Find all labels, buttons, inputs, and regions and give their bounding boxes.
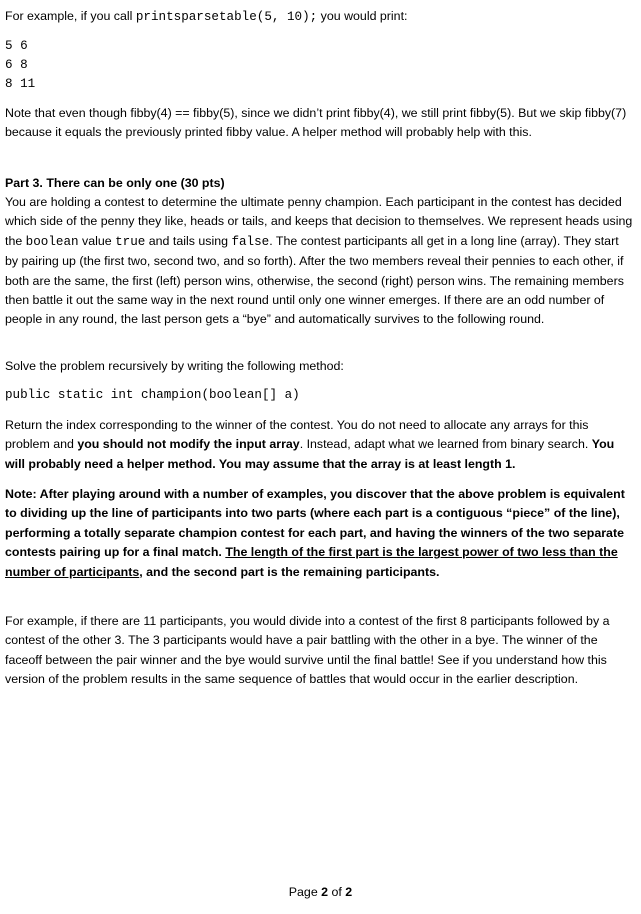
req-bold: You will probably need a helper method. You may assume that the array is at least length 1. [5,437,615,471]
intro-text-after: you would print: [317,9,408,23]
code-false: false [231,234,270,249]
note-bold-paragraph [5,485,633,582]
example-paragraph: For example, if there are 11 participants, you would divide into a contest of the first 8 participants followed by a contest of the other 3. The 3 participants would have a pair battling with the other in a bye. The winner of the faceoff between the pair winner and the bye would survive until the final battle! See if you understand how this version of the problem results in the same sequence of battles that would occur in the earlier description. [5,614,610,687]
note-bold-text: , and the second part is the remaining participants. [139,564,440,579]
code-boolean: boolean [25,234,79,249]
part3-heading-text: Part 3. There can be only one (30 pts) [5,176,225,190]
sample-output [5,37,633,94]
req-text: Return the index corresponding to the winner of the contest. You do not need to allocate any arrays for this problem and [5,418,589,452]
desc-text: . The contest participants all get in a long line (array). They start by pairing up (the first two, second two, and so forth). After the two members reveal their pennies to each other, if both are the same, the first (left) person wins, otherwise, the second (right) person wins. The remaining members then battle it out the same way in the next round until only one winner emerges. If there are an odd number of people in any round, the last person gets a “bye” and automatically survives to the following round. [5,233,624,327]
req-text: . Instead, adapt what we learned from binary search. [299,437,592,452]
note-paragraph: Note that even though fibby(4) == fibby(5), since we didn’t print fibby(4), we still print fibby(5). But we skip fibby(7) because it equals the previously printed fibby value. A helper method will probably help with this. [5,106,627,140]
desc-text: You are holding a contest to determine the ultimate penny champion. Each participant in the contest has decided which side of the penny they like, heads or tails, and keeps that decision to themselves. We represent heads using the [5,195,633,248]
intro-paragraph [5,7,633,27]
code-true: true [115,234,146,249]
desc-text: value [78,233,116,248]
requirements-paragraph [5,416,633,474]
req-bold: you should not modify the input array [77,437,300,452]
part3-heading [5,174,633,193]
method-signature: public static int champion(boolean[] a) [5,388,300,402]
output-line: 8 11 [5,77,36,91]
footer-label: Page [288,885,322,899]
instruction-paragraph: Solve the problem recursively by writing the following method: [5,359,344,373]
note-bold-text: Note: After playing around with a number of examples, you discover that the above problem is equivalent to dividing up the line of participants into two parts (where each part is a contiguous “piece” of the line), performing a totally separate champion contest for each part, and having the winners of the two separate contests pairing up for a final match. [5,487,625,560]
output-line: 5 6 [5,39,28,53]
intro-text: For example, if you call [5,9,136,23]
desc-text: and tails using [145,233,232,248]
output-line: 6 8 [5,58,28,72]
note-underlined-text: The length of the first part is the largest power of two less than the number of participants [5,545,618,579]
page-number: 2 [321,885,329,899]
page-footer [0,883,641,902]
page-total: 2 [345,885,353,899]
intro-code: printsparsetable(5, 10); [135,10,318,24]
part3-description [5,193,633,330]
footer-of: of [328,885,346,899]
